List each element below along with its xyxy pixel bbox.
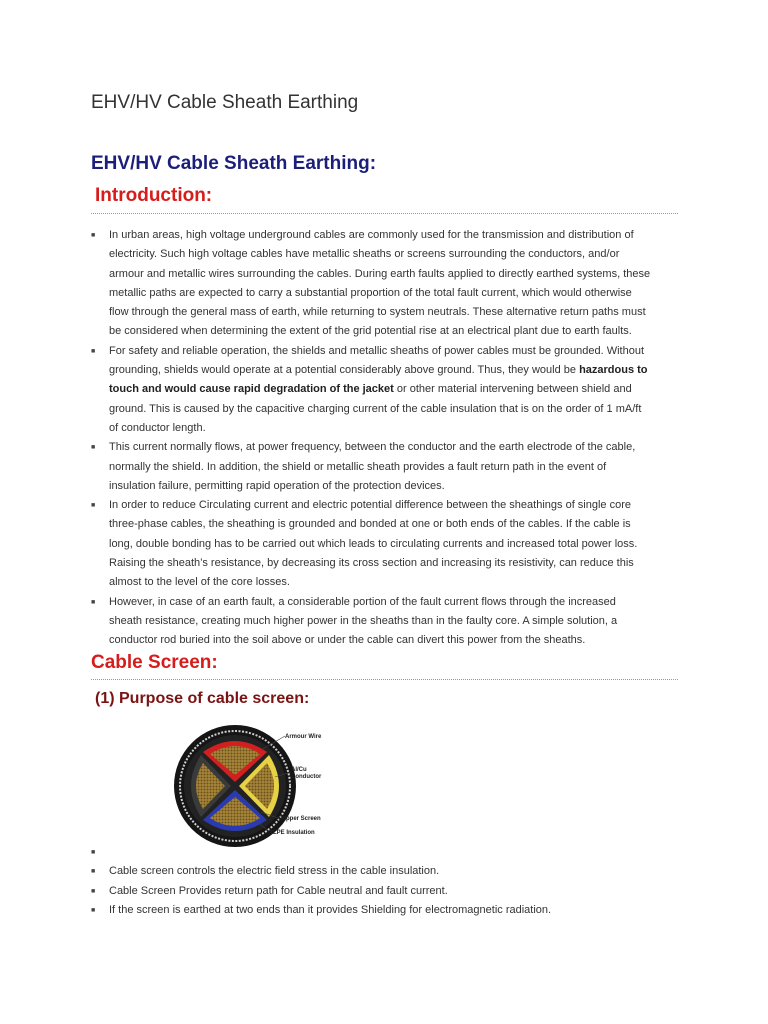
bullet-icon: ■ <box>91 598 96 606</box>
copper-screen-label: Copper Screen <box>278 816 321 822</box>
list-item-text: or other material intervening between shield and ground. This is caused by the capacitive charging current of the cable insulation that is on the order of 1 mA/ft of conductor length. <box>109 383 642 434</box>
list-item <box>91 496 651 592</box>
xlpe-insulation-label: XLPE Insulation <box>269 830 315 836</box>
cable-screen-list <box>91 843 651 920</box>
divider <box>91 679 678 680</box>
introduction-list <box>91 226 651 651</box>
bullet-icon: ■ <box>91 849 96 856</box>
bullet-icon: ■ <box>91 868 96 876</box>
list-item-text: In urban areas, high voltage underground cables are commonly used for the transmission and distribution of electricity. Such high voltage cables have metallic sheaths or screens surrounding the conductors, and/or armour and metallic wires surrounding the cables. During earth faults applied to directly earthed systems, these metallic paths are expected to carry a substantial proportion of the total fault current, which would otherwise flow through the general mass of earth, while returning to system neutrals. These alternative return paths must be considered when determining the extent of the grid potential rise at an electrical plant due to earth faults. <box>109 229 651 338</box>
list-item <box>91 862 651 881</box>
list-item-text: For safety and reliable operation, the shields and metallic sheaths of power cables must be grounded. Without grounding, shields would operate at a potential considerably above ground. Thus, they would be <box>109 344 645 377</box>
list-item-text: If the screen is earthed at two ends than it provides Shielding for electromagnetic radiation. <box>109 903 552 916</box>
list-item <box>91 843 651 862</box>
conductor-label-line1: Al/Cu <box>291 767 307 773</box>
bullet-icon: ■ <box>91 232 96 239</box>
introduction-heading: Introduction: <box>95 185 213 206</box>
list-item-text: Cable screen controls the electric field stress in the cable insulation. <box>109 865 440 878</box>
bullet-icon: ■ <box>91 502 96 510</box>
list-item <box>91 901 651 920</box>
list-item-text: However, in case of an earth fault, a considerable portion of the fault current flows through the increased sheath resistance, creating much higher power in the sheaths than in the faulty core. A simple solution, a conductor rod buried into the soil above or under the cable can divert this power from the sheaths. <box>109 595 618 647</box>
list-item-text: In order to reduce Circulating current and electric potential difference between the sheathings of single core three-phase cables, the sheathing is grounded and bonded at one or both ends of the cables. If the cable is long, double bonding has to be carried out which leads to circulating currents and increased total power loss. Raising the sheath’s resistance, by decreasing its cross section and increasing its resistivity, can reduce this almost to the level of the core losses. <box>109 499 638 589</box>
list-item-bold-text: hazardous to touch and would cause rapid degradation of the jacket <box>109 364 648 396</box>
list-item-text: This current normally flows, at power frequency, between the conductor and the earth electrode of the cable, normally the shield. In addition, the shield or metallic sheath provides a fault return path in the event of insulation failure, permitting rapid operation of the protection devices. <box>109 441 636 492</box>
page-title: EHV/HV Cable Sheath Earthing <box>91 92 359 113</box>
cable-screen-heading: Cable Screen: <box>91 652 218 673</box>
list-item <box>91 593 651 651</box>
conductor-label-line2: Conductor <box>291 774 322 780</box>
list-item-text: Cable Screen Provides return path for Cable neutral and fault current. <box>109 884 448 897</box>
list-item <box>91 342 651 438</box>
bullet-icon: ■ <box>91 887 96 895</box>
document-heading: EHV/HV Cable Sheath Earthing: <box>91 153 377 174</box>
bullet-icon: ■ <box>91 444 96 452</box>
purpose-subheading: (1) Purpose of cable screen: <box>95 690 310 707</box>
bullet-icon: ■ <box>91 906 96 914</box>
list-item <box>91 882 651 901</box>
list-item <box>91 226 651 342</box>
divider <box>91 213 678 214</box>
list-item <box>91 438 651 496</box>
cable-cross-section-figure <box>173 722 343 848</box>
armour-wire-label: Armour Wire <box>285 734 322 740</box>
bullet-icon: ■ <box>91 347 96 355</box>
